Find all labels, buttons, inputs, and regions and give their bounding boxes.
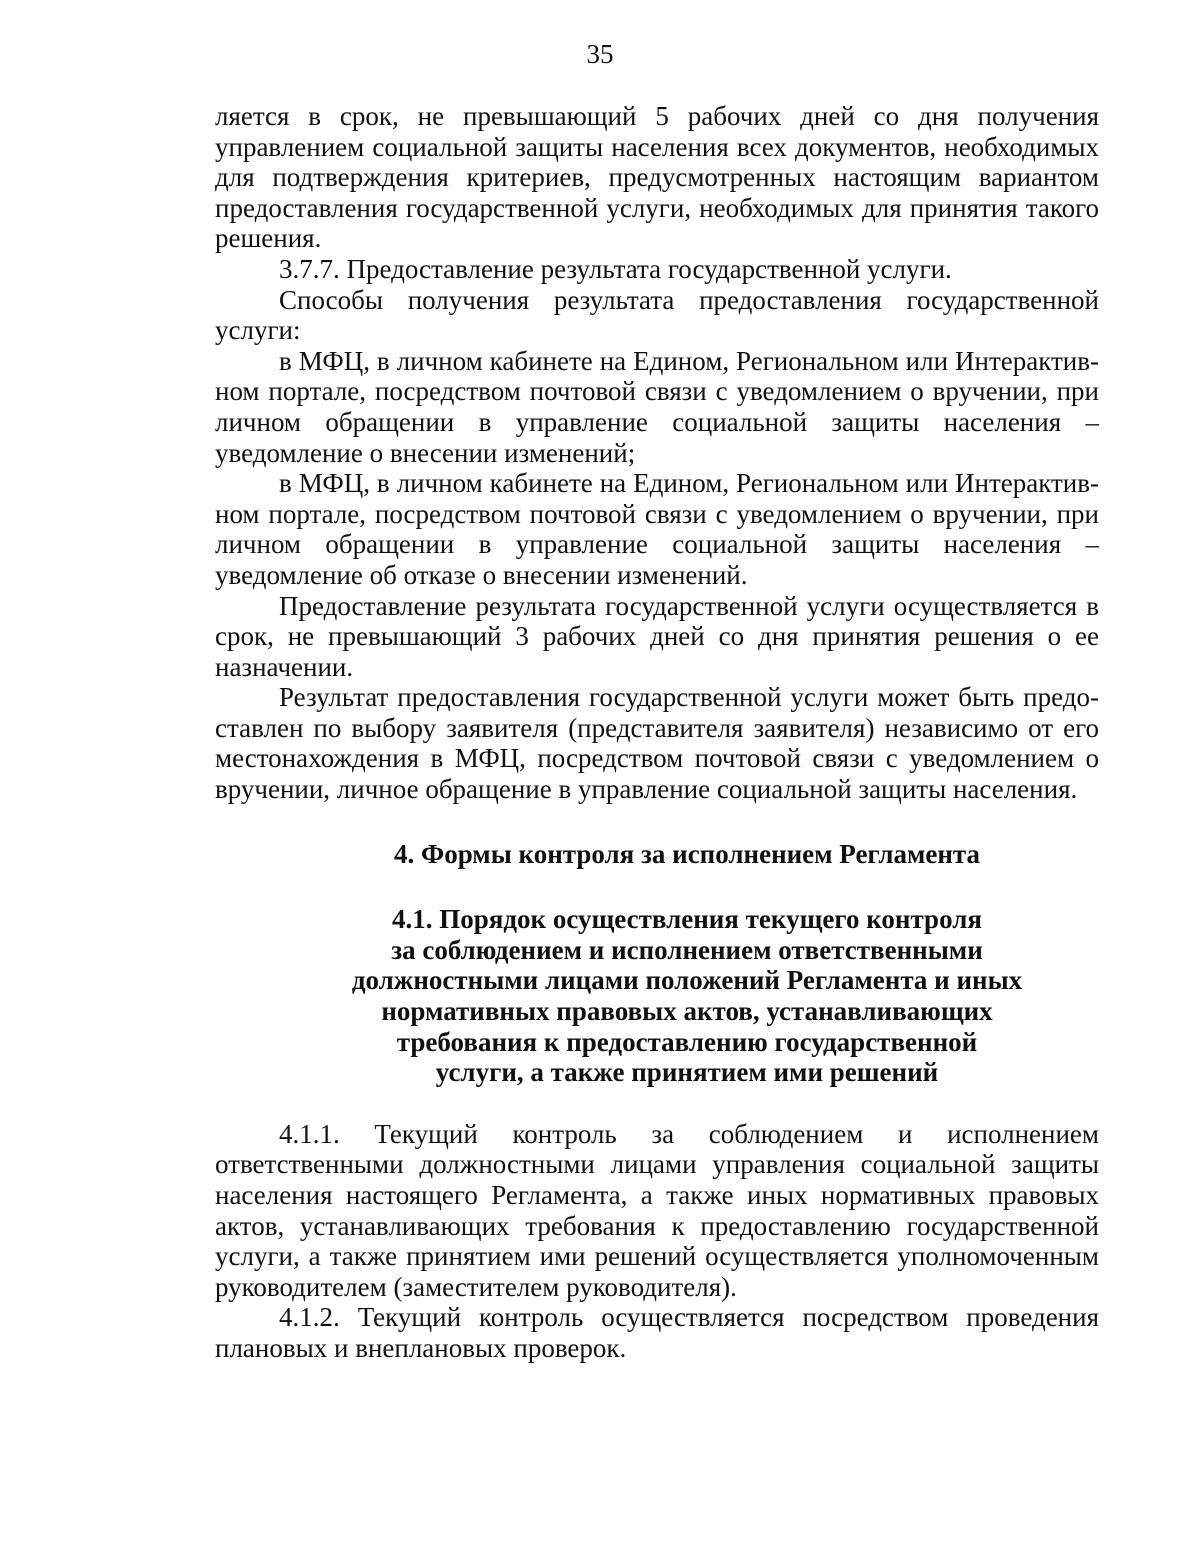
heading-line: 4.1. Порядок осуществления текущего контроля <box>392 904 982 935</box>
heading-line: нормативных правовых актов, устанавливающих <box>381 996 993 1027</box>
heading-line: за соблюдением и исполнением ответственными <box>391 934 983 965</box>
paragraph: Предоставление результата государственной услуги осуществляется в срок, не превышающий 3 рабочих дней со дня принятия решения о ее назначении. <box>215 590 1099 682</box>
paragraph: 4.1.1. Текущий контроль за соблюдением и исполнением ответственными должностными лицами управления социальной защиты населения настоящего Регламента, а также иных нормативных правовых актов, устанавливающих требования к предоставлению государственной услуги, а также принятием ими решений осуществляется уполномоченным руководителем (заместителем руководителя). <box>215 1118 1099 1302</box>
page-content <box>215 101 1099 1364</box>
paragraph: 4.1.2. Текущий контроль осуществляется посредством проведения плановых и внеплановых проверок. <box>215 1302 1099 1363</box>
heading-line: услуги, а также принятием ими решений <box>435 1057 939 1088</box>
paragraph: Результат предоставления государственной услуги может быть предоставлен по выбору заявителя (представителя заявителя) независимо от его местонахождения в МФЦ, посредством почтовой связи с уведомлением о вручении, личное обращение в управление социальной защиты населения. <box>215 682 1099 805</box>
paragraph: ляется в срок, не превышающий 5 рабочих дней со дня получения управлением социальной защиты населения всех документов, необходимых для подтверждения критериев, предусмотренных настоящим вариантом предоставления государственной услуги, необходимых для принятия такого решения. <box>215 101 1099 254</box>
paragraph: Способы получения результата предоставления государственной услуги: <box>215 284 1099 346</box>
heading-line: требования к предоставлению государственной <box>396 1026 978 1057</box>
paragraph: в МФЦ, в личном кабинете на Едином, Региональном или Интерактивном портале, посредством почтовой связи с уведомлением о вручении, при личном обращении в управление социальной защиты населения – уведомление об отказе о внесении изменений. <box>215 468 1099 590</box>
paragraph: в МФЦ, в личном кабинете на Едином, Региональном или Интерактивном портале, посредством почтовой связи с уведомлением о вручении, при личном обращении в управление социальной защиты населения – уведомление о внесении изменений; <box>215 345 1099 468</box>
page-number: 35 <box>586 39 614 69</box>
heading-line: должностными лицами положений Регламента и иных <box>351 965 1023 996</box>
section-heading-4-1 <box>215 904 1099 1088</box>
section-heading-4: 4. Формы контроля за исполнением Регламента <box>394 838 980 869</box>
paragraph: 3.7.7. Предоставление результата государственной услуги. <box>279 253 952 284</box>
